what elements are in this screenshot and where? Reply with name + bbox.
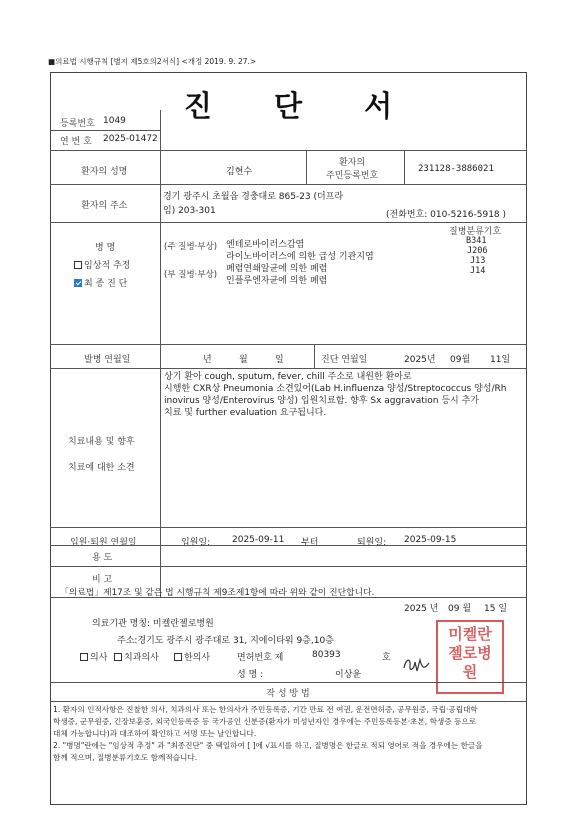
license-label: 면허번호 제 xyxy=(237,653,284,663)
secondary-disease-label: (부 질병·부상) xyxy=(164,270,218,280)
diagnosis-label: 병 명 xyxy=(95,243,116,253)
diagnosis-name: 라이노바이러스에 의한 급성 기관지염 xyxy=(226,252,374,262)
diagnosis-month: 09월 xyxy=(450,355,471,365)
address-line1: 경기 광주시 초월읍 경충대로 865-23 (더프라 xyxy=(163,192,344,202)
opinion-line: inovirus 양성/Enterovirus 양성) 입원치료함. 향후 Sx aggravation 등시 추가 xyxy=(164,396,479,406)
opinion-label-line1: 치료내용 및 향후 xyxy=(68,437,135,447)
remarks-label: 비 고 xyxy=(92,575,113,585)
serial-number-label: 연 번 호 xyxy=(60,137,92,147)
disease-code-header: 질병분류기호 xyxy=(449,227,502,237)
address-label: 환자의 주소 xyxy=(81,201,128,211)
discharge-date-value: 2025-09-15 xyxy=(404,535,457,545)
divider xyxy=(160,344,161,368)
rrn-label-line1: 환자의 xyxy=(339,158,366,168)
clinical-estimate-checkbox[interactable] xyxy=(74,261,82,269)
license-number: 80393 xyxy=(312,650,341,660)
doctor-type-option[interactable] xyxy=(80,650,107,663)
usage-label: 용 도 xyxy=(92,553,113,563)
reg-number-value: 1049 xyxy=(103,116,126,126)
instruction-line: 대체 가능합니다)과 대조하여 확인하고 서명 또는 날인합니다. xyxy=(53,729,257,738)
divider xyxy=(306,150,307,184)
divider xyxy=(50,701,527,702)
discharge-date-label: 퇴원일: xyxy=(357,538,387,548)
divider xyxy=(404,150,405,184)
opinion-line: 치료 및 further evaluation 요구됩니다. xyxy=(164,408,327,418)
oriental-type-text: 한의사 xyxy=(184,653,211,663)
disease-code: J13 xyxy=(470,256,486,266)
rrn-value: 231128-3886021 xyxy=(418,164,494,174)
serial-number-value: 2025-01472 xyxy=(103,134,158,144)
dentist-checkbox[interactable] xyxy=(114,653,122,661)
rrn-label-line2: 주민등록번호 xyxy=(326,171,379,181)
dentist-type-option[interactable] xyxy=(114,650,159,663)
institution-seal: 미켈란젤로병원 xyxy=(436,620,504,694)
divider xyxy=(50,527,527,528)
diagnosis-name: 폐렴연쇄알균에 의한 폐렴 xyxy=(226,264,328,274)
final-diagnosis-text: 최 종 진 단 xyxy=(84,279,128,289)
divider xyxy=(314,344,315,368)
instruction-line: 1. 환자의 인적사항은 진찰한 의사, 치과의사 또는 한의사가 주민등록증, 기간 만료 전 여권, 운전면허증, 공무원증, 국립·공립대학 xyxy=(53,705,478,714)
clinical-estimate-text: 임상적 추정 xyxy=(84,261,131,271)
divider xyxy=(50,184,527,185)
divider xyxy=(50,566,527,567)
instruction-line: 함께 적으며, 질병분류기호도 함께적습니다. xyxy=(53,753,198,762)
phone-number: (전화번호: 010-5216-5918 ) xyxy=(386,210,507,220)
doctor-name-value: 이상윤 xyxy=(335,670,362,680)
address-line2: 임) 203-301 xyxy=(163,206,216,216)
instructions-title: 작 성 방 법 xyxy=(266,689,310,699)
diagnosis-name: 엔테로바이러스감염 xyxy=(226,240,305,250)
admit-date-label: 입원일: xyxy=(181,538,211,548)
license-suffix: 호 xyxy=(382,653,391,663)
regulation-header: ■의료법 시행규칙 [별지 제5호의2서식] <개정 2019. 9. 27.> xyxy=(48,57,257,66)
divider xyxy=(50,344,527,345)
opinion-line: 시행한 CXR상 Pneumonia 소견있어(Lab H.influenza 양성/Streptococcus 양성/Rh xyxy=(164,384,507,394)
instruction-line: 2. "병명"란에는 "임상적 추정" 과 "최종진단" 중 택일하여 [ ]에 √표시를 하고, 질병명은 한글로 적되 영어로 적을 경우에는 한글을 xyxy=(53,741,483,750)
disease-code: J206 xyxy=(467,246,488,256)
from-text: 부터 xyxy=(301,538,319,548)
instruction-line: 학생증, 군무원증, 긴장보훈증, 외국인등록증 등 국가공인 신분증(환자가 미성년자인 경우에는 주민등록등본·초본, 학생증 등으로 xyxy=(53,717,477,726)
divider xyxy=(50,150,527,151)
certification-statement: 「의료법」제17조 및 같은 법 시행규칙 제9조제1항에 따라 위와 같이 진단합니다. xyxy=(60,588,375,598)
admit-date-value: 2025-09-11 xyxy=(232,535,285,545)
cert-year: 2025 년 xyxy=(404,604,439,614)
oriental-checkbox[interactable] xyxy=(174,653,182,661)
cert-day: 15 일 xyxy=(484,604,508,614)
institution-name: 의료기관 명칭: 미켈란젤로병원 xyxy=(92,619,214,629)
divider xyxy=(50,130,160,131)
primary-disease-label: (주 질병·부상) xyxy=(164,242,218,252)
cert-month: 09 월 xyxy=(448,604,472,614)
divider xyxy=(50,222,527,223)
institution-address: 주소:경기도 광주시 광주대로 31, 지에이타워 9층,10층 xyxy=(117,636,334,646)
disease-code: J14 xyxy=(470,266,486,276)
divider xyxy=(160,184,161,222)
admission-label: 입원·퇴원 연월일 xyxy=(70,538,137,548)
onset-day: 일 xyxy=(275,355,284,365)
opinion-line: 상기 환아 cough, sputum, fever, chill 주소로 내원한 환아로 xyxy=(164,372,412,382)
opinion-label-line2: 치료에 대한 소견 xyxy=(68,463,135,473)
final-diagnosis-option[interactable] xyxy=(74,276,127,289)
clinical-estimate-option[interactable] xyxy=(74,258,130,271)
divider xyxy=(160,368,161,527)
onset-date-label: 발병 연월일 xyxy=(84,355,131,365)
patient-name-label: 환자의 성명 xyxy=(81,167,128,177)
oriental-type-option[interactable] xyxy=(174,650,210,663)
divider xyxy=(50,682,527,683)
doctor-type-text: 의사 xyxy=(90,653,108,663)
dentist-type-text: 치과의사 xyxy=(124,653,159,663)
onset-year: 년 xyxy=(203,355,212,365)
divider xyxy=(160,110,161,150)
divider xyxy=(160,150,161,184)
diagnosis-year: 2025년 xyxy=(404,355,436,365)
onset-month: 월 xyxy=(239,355,248,365)
patient-name-value: 김현수 xyxy=(226,167,253,177)
divider xyxy=(50,545,527,546)
doctor-checkbox[interactable] xyxy=(80,653,88,661)
final-diagnosis-checkbox[interactable] xyxy=(74,279,82,287)
disease-code: B341 xyxy=(466,236,487,246)
document-title: 진 단 서 xyxy=(183,89,419,123)
reg-number-label: 등록번호 xyxy=(60,119,95,129)
diagnosis-name: 인플루엔자균에 의한 폐렴 xyxy=(226,276,328,286)
doctor-name-label: 성 명 : xyxy=(237,670,264,680)
diagnosis-day: 11일 xyxy=(490,355,511,365)
doctor-signature xyxy=(402,654,432,676)
divider xyxy=(160,222,161,344)
diagnosis-date-label: 진단 연월일 xyxy=(321,355,368,365)
